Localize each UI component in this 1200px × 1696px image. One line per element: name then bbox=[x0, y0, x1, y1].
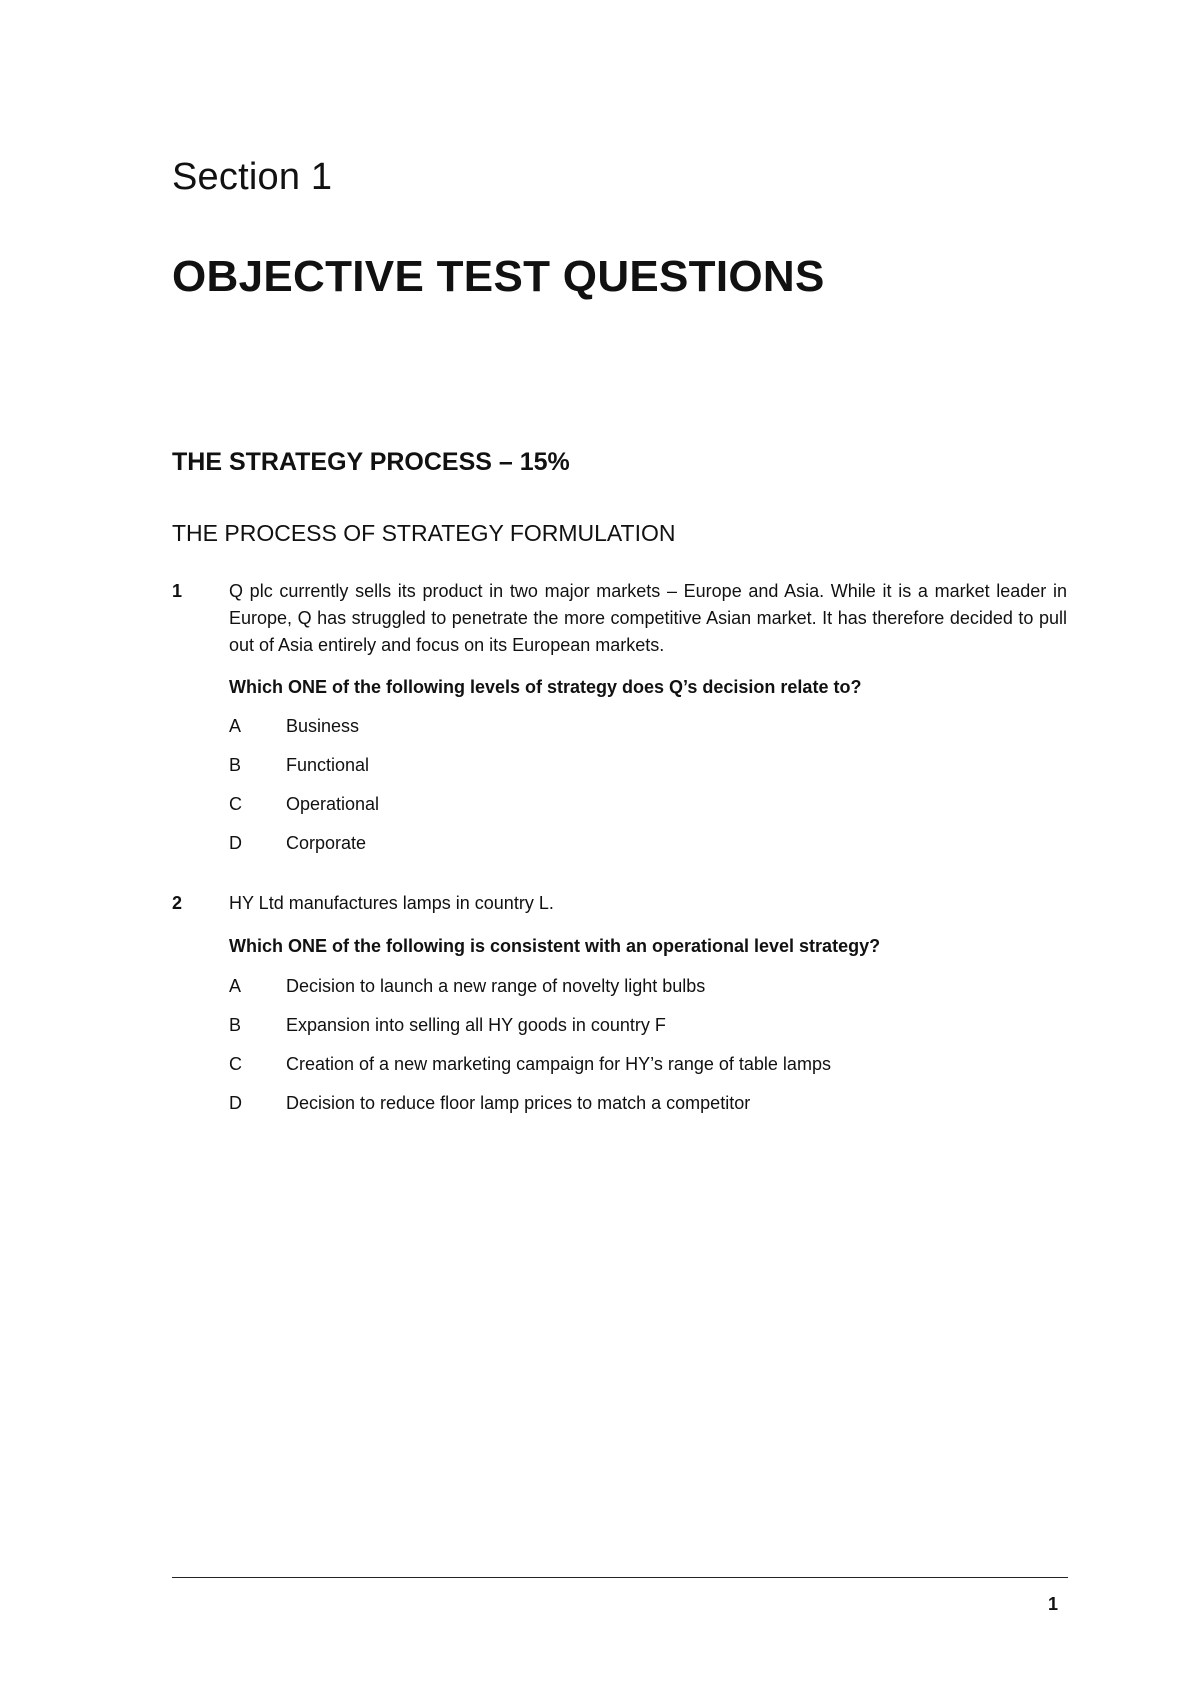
question-1-option-d bbox=[229, 833, 366, 859]
question-1-body: Q plc currently sells its product in two major markets – Europe and Asia. While it is a market leader in Europe, Q has struggled to penetrate the more competitive Asian market. It has therefore decided to pull out of Asia entirely and focus on its European markets. bbox=[229, 581, 1067, 655]
option-text: Decision to reduce floor lamp prices to match a competitor bbox=[286, 1093, 751, 1113]
footer-divider bbox=[172, 1577, 1068, 1578]
question-2-option-b bbox=[229, 1015, 666, 1041]
option-letter: D bbox=[229, 833, 242, 853]
question-2-option-a bbox=[229, 976, 705, 1002]
option-letter: C bbox=[229, 794, 242, 814]
option-text: Creation of a new marketing campaign for HY’s range of table lamps bbox=[286, 1054, 831, 1074]
option-text: Operational bbox=[286, 794, 380, 814]
option-text: Expansion into selling all HY goods in country F bbox=[286, 1015, 666, 1035]
option-letter: B bbox=[229, 1015, 242, 1035]
question-1-option-b bbox=[229, 755, 369, 781]
page-number: 1 bbox=[1048, 1594, 1059, 1614]
topic-heading: THE STRATEGY PROCESS – 15% bbox=[172, 448, 570, 476]
question-2-option-d bbox=[229, 1093, 750, 1119]
option-letter: B bbox=[229, 755, 242, 775]
question-1-stem: Which ONE of the following levels of strategy does Q’s decision relate to? bbox=[229, 677, 862, 697]
section-label: Section 1 bbox=[172, 156, 333, 198]
option-text: Business bbox=[286, 716, 360, 736]
option-text: Decision to launch a new range of novelty light bulbs bbox=[286, 976, 706, 996]
question-1-number: 1 bbox=[172, 581, 183, 601]
question-1-option-c bbox=[229, 794, 379, 820]
question-2-option-c bbox=[229, 1054, 831, 1080]
question-2-stem: Which ONE of the following is consistent with an operational level strategy? bbox=[229, 936, 881, 956]
question-1-option-a bbox=[229, 716, 359, 742]
option-letter: A bbox=[229, 976, 242, 996]
subtopic-heading: THE PROCESS OF STRATEGY FORMULATION bbox=[172, 520, 676, 546]
option-text: Functional bbox=[286, 755, 370, 775]
option-text: Corporate bbox=[286, 833, 367, 853]
option-letter: D bbox=[229, 1093, 242, 1113]
question-2-body: HY Ltd manufactures lamps in country L. bbox=[229, 893, 554, 913]
option-letter: A bbox=[229, 716, 242, 736]
option-letter: C bbox=[229, 1054, 242, 1074]
question-2-number: 2 bbox=[172, 893, 183, 913]
page-title: OBJECTIVE TEST QUESTIONS bbox=[172, 252, 825, 301]
